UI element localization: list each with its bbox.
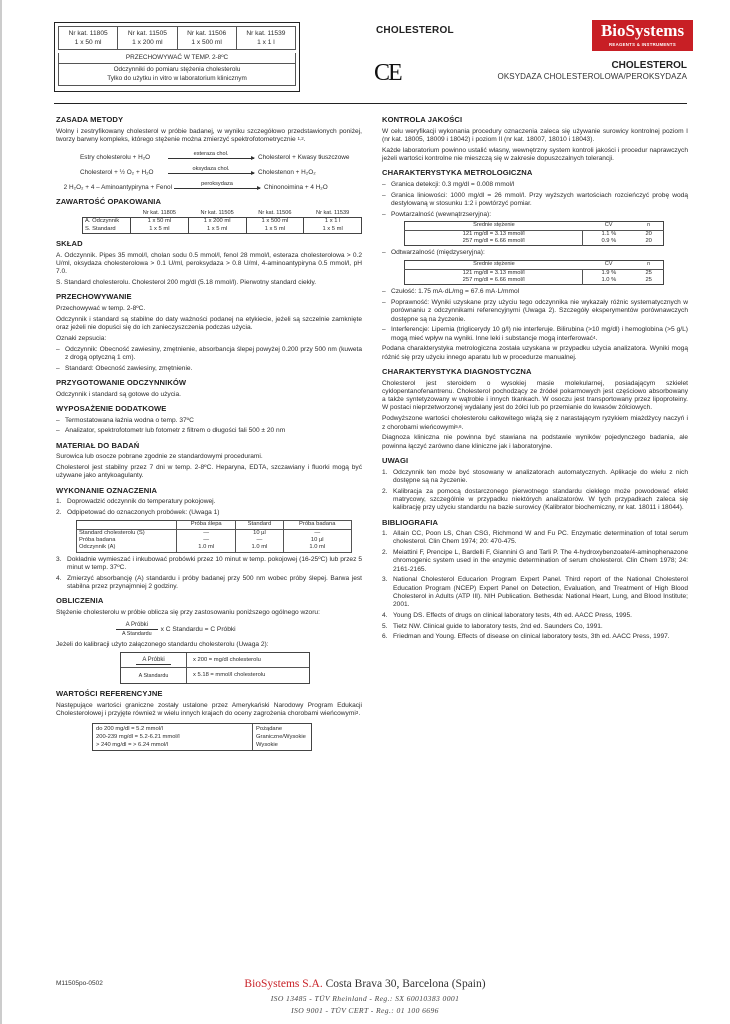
cell: 1 x 200 ml (203, 218, 231, 225)
list-item: – Granica detekcji: 0.3 mg/dl = 0.008 mmol/l (382, 181, 688, 189)
catalog-box (54, 22, 300, 92)
col-header: Nr kat. 11506 (258, 209, 292, 216)
company-address: Costa Brava 30, Barcelona (Spain) (325, 978, 486, 990)
row-label: A. Odczynnik (85, 218, 120, 225)
col-header: Średnie stężenie (473, 261, 515, 268)
samples-text: Cholesterol jest stabilny przez 7 dni w temp. 2-8ºC. Heparyna, EDTA, szczawiany i fluorki mogą być używane jako antykoagulanty. (56, 463, 362, 480)
row-label: Standard cholesterolu (S) (79, 529, 145, 536)
list-item: 2. Odpipetować do oznaczonych probówek: (Uwaga 1) (56, 509, 362, 517)
header-divider (54, 103, 687, 104)
heading-preparation: PRZYGOTOWANIE ODCZYNNIKÓW (56, 378, 187, 388)
cell: Wysokie (256, 741, 278, 748)
reference-text: Następujące wartości graniczne zostały ustalone przez Amerykański Narodowy Program Edukacji Cholesterolowej i przyjęte również w wielu innych krajach do oceny zagrożenia chorobami wieńcowymi$^3$. (56, 702, 362, 718)
formula-rest: x C Standardu = C Próbki (160, 625, 236, 633)
principle-text: Wolny i zestryfikowany cholesterol w próbie badanej, w wyniku szczegółowo przedstawionych poniżej, tworzy barwny kompleks, którego stężenie można zmierzyć spektrofotometrycznie $^{1,2}$. (56, 127, 362, 143)
qc-text: W celu weryfikacji wykonania procedury oznaczenia zaleca się używanie surowicy kontrolnej poziom I (nr kat. 18005, 18009 i 18042) i poziom II (nr kat. 18007, 18010 i 18043). (382, 127, 688, 143)
metro-list (382, 181, 688, 219)
fraction-cell (121, 653, 187, 667)
reaction-1 (80, 147, 362, 162)
cat-label: Nr kat. 11505 (127, 30, 167, 37)
products: Cholesterol + Kwasy tłuszczowe (258, 154, 350, 162)
storage-text: Oznaki zepsucia: (56, 334, 107, 342)
cell: Pożądane (256, 725, 283, 732)
storage-text: Przechowywać w temp. 2-8ºC. (56, 304, 146, 312)
cell: — (203, 536, 210, 543)
table-row (83, 218, 362, 234)
table-row (405, 269, 664, 285)
list-item: – Interferencje: Lipemia (triglicerydy 10 g/l) nie interferuje. Bilirubina (>10 mg/dl) i hemoglobina (>5 g/L) mogą mieć wpływ na wyniki. Inne leki i substancje mogą interferować$^4$. (382, 326, 688, 343)
reactants: Estry cholesterolu + H₂O (80, 154, 151, 162)
cell: 10 µl (253, 529, 266, 536)
fraction (133, 672, 175, 680)
list-item: 2. Meiattini F, Prencipe L, Bardelli F, Giannini G and Tarli P. The 4-hydroxybenzoate/4-aminophenazone chromogenic system used in the enzymic determination of serum cholesterol. Clin Chem 1978; 24: 2161-2165. (382, 549, 688, 574)
list-item: – Czułość: 1.75 mA·dL/mg = 67.6 mA·L/mmol (382, 288, 688, 296)
cell: 1.9 % (601, 269, 617, 276)
reactions (63, 147, 362, 192)
heading-principle: ZASADA METODY (56, 115, 124, 124)
cell: 25 (645, 269, 652, 276)
col-header: Średnie stężenie (473, 222, 515, 229)
heading-notes: UWAGI (382, 456, 409, 466)
cat-label: Nr kat. 11805 (68, 30, 108, 37)
cell: — (203, 529, 210, 536)
list-item: 2. Kalibracja za pomocą dostarczonego pierwotnego standardu ciekłego może powodować efekt matrycowy, szczególnie w przypadku niektórych analizatorów. W tych przypadkach zaleca się kalibrację przy użyciu standardu na bazie surowicy (Kalibrator biochemiczny, nr kat. 18011 i 18044). (382, 488, 688, 513)
purpose-line: Odczynniki do pomiaru stężenia cholesterolu (113, 66, 241, 73)
ref-sup: 5,6 (455, 423, 462, 429)
col-header: Nr kat. 11805 (142, 209, 176, 216)
reproducibility-table (404, 260, 664, 285)
list-item: 3. National Cholesterol Educarion Program Expert Panel. Third report of the National Cholesterol Education Program (NCEP) Expert Panel on Detection, Evaluation, and Treatment of High Blood Cholesterol in Adults (ATP III). NIH Publication. Bethesda: National Heart, Lung, and Blood Institute; 2001. (382, 576, 688, 609)
catalog-numbers (58, 26, 296, 50)
col-header: CV (604, 261, 613, 268)
list-item: – Poprawność: Wyniki uzyskane przy użyciu tego odczynnika nie wykazały różnic systematycznych w porównaniu z odczynnikami referencyjnymi (Uwaga 2). Szczegóły eksperymentów porównawczych dostępne są na życzenie. (382, 299, 688, 324)
enzyme-label: peroksydaza (201, 181, 233, 188)
interference-text: Interferencje: Lipemia (triglicerydy 10 g/l) nie interferuje. Bilirubina (>10 mg/dl) i hemoglobina (>5 g/L) mogą mieć wpływ na wyniki. Inne leki i substancje mogą interferować (391, 326, 688, 342)
table-row (77, 529, 352, 552)
heading-storage: PRZECHOWYWANIE (56, 292, 132, 302)
fraction-cell (121, 668, 187, 683)
numerator: A Próbki (136, 656, 170, 665)
footer-company (0, 977, 730, 991)
cell: 1 x 5 ml (149, 225, 170, 232)
cell: 121 mg/dl = 3.13 mmol/l (462, 269, 525, 276)
diag-body: Podwyższone wartości cholesterolu całkowitego wiążą się z narastającym ryzykiem miażdżycy naczyń i z chorobami wieńcowymi (382, 415, 688, 431)
scan-edge (0, 0, 2, 1024)
cell: 1.0 % (601, 276, 617, 283)
list-item: – Standard: Obecność zawiesiny, zmętnienie. (56, 365, 362, 373)
heading-calculations: OBLICZENIA (56, 596, 104, 606)
samples-text: Surowica lub osocze pobrane zgodnie ze standardowymi procedurami. (56, 453, 263, 461)
formula-result: x 5.18 = mmol/l cholesterolu (193, 672, 266, 679)
cat-label: Nr kat. 11539 (246, 30, 286, 37)
cell: 1.0 ml (251, 544, 268, 551)
heading-reference: WARTOŚCI REFERENCYJNE (56, 689, 163, 699)
ce-mark-icon: CE (374, 60, 401, 86)
heading-metrological: CHARAKTERYSTYKA METROLOGICZNA (382, 168, 533, 178)
metro-list-2 (382, 249, 688, 257)
biosystems-logo (592, 20, 693, 51)
purpose-line: Tylko do użytku in vitro w laboratorium klinicznym (107, 74, 247, 82)
formula-row (121, 668, 309, 683)
spoilage-list (56, 346, 362, 373)
enzyme-label: esteraza chol. (193, 151, 229, 158)
metro-list-3 (382, 288, 688, 343)
catalog-cell (237, 27, 295, 49)
list-item: 1. Odczynnik ten może być stosowany w analizatorach automatycznych. Aplikacje do wielu z nich dostępne są na życzenie. (382, 469, 688, 486)
cell: — (314, 529, 321, 536)
cell: 200-239 mg/dl = 5.2-6.21 mmol/l (96, 733, 180, 740)
list-item: – Analizator, spektrofotometr lub fotometr z filtrem o długości fali 500 ± 20 nm (56, 427, 362, 435)
cell: 10 µl (310, 536, 324, 543)
col-header: CV (604, 222, 613, 229)
storage-text: Odczynnik i standard są stabilne do daty ważności podanej na etykiecie, jeżeli są szczelnie zamknięte oraz jeżeli nie dopuści się do ich zanieczyszczenia podczas użycia. (56, 315, 362, 332)
cell: 20 (645, 230, 652, 237)
footer-iso-2: ISO 9001 - TÜV CERT - Reg.: 01 100 6696 (291, 1006, 439, 1015)
cat-volume: 1 x 500 ml (191, 39, 222, 46)
product-name: CHOLESTEROL (376, 25, 454, 36)
principle-body: Wolny i zestryfikowany cholesterol w próbie badanej, w wyniku szczegółowo przedstawionych poniżej, tworzy barwny kompleks, którego stężenie można zmierzyć spektrofotometrycznie (56, 127, 362, 143)
cell: 1 x 5 ml (264, 225, 286, 232)
company-name: BioSystems S.A. (244, 978, 323, 990)
heading-diagnostic: CHARAKTERYSTYKA DIAGNOSTYCZNA (382, 366, 532, 376)
col-header: Nr kat. 11539 (316, 209, 350, 216)
table-row (405, 230, 664, 246)
heading-bibliography: BIBLIOGRAFIA (382, 517, 439, 527)
fraction (136, 656, 170, 665)
cell: > 240 mg/dl = > 6.24 mmol/l (96, 741, 169, 748)
col-header: Próba ślepa (177, 521, 236, 529)
metro-note: Podana charakterystyka metrologiczna została uzyskana w przypadku użycia analizatora. Wyniki mogą różnić się przy użyciu innego aparatu lub w procedurze manualnej. (382, 345, 688, 361)
formula-result: x 200 = mg/dl cholesterolu (193, 656, 261, 663)
arrow-icon (174, 188, 260, 189)
cell: Graniczne/Wysokie (256, 733, 306, 740)
cell: 1 x 500 ml (261, 218, 289, 225)
composition-s: S. Standard cholesterolu. Cholesterol 200 mg/dl (5.18 mmol/l). Pierwotny standard ciekły. (56, 278, 317, 286)
enzyme-label: oksydaza chol. (192, 166, 230, 173)
cell: 257 mg/dl = 6.66 mmol/l (462, 238, 525, 245)
col-header: Nr kat. 11505 (200, 209, 234, 216)
list-item: 4. Young DS. Effects of drugs on clinical laboratory tests, 4th ed. AACC Press, 1995. (382, 612, 688, 620)
list-item: 1. Doprowadzić odczynnik do temperatury pokojowej. (56, 498, 362, 506)
page-title: CHOLESTEROL (611, 60, 687, 71)
cell: 20 (645, 238, 652, 245)
cat-volume: 1 x 1 l (257, 39, 275, 46)
heading-quality-control: KONTROLA JAKOŚCI (382, 115, 463, 124)
cell: 25 (645, 276, 652, 283)
cat-volume: 1 x 50 ml (74, 39, 102, 46)
bibliography-list (382, 530, 688, 642)
ref-sup: 1,2 (297, 135, 304, 141)
reaction-2 (80, 162, 362, 177)
diag-text: Podwyższone wartości cholesterolu całkowitego wiążą się z narastającym ryzykiem miażdżycy naczyń i z chorobami wieńcowymi$^{5,6}$. (382, 415, 688, 431)
catalog-cell (118, 27, 177, 49)
col-header: n (647, 261, 651, 268)
page-subtitle: OKSYDAZA CHOLESTEROLOWA/PEROKSYDAZA (497, 72, 687, 81)
procedure-table (76, 520, 352, 553)
row-label: Próba badana (79, 536, 116, 543)
document-code: M11505po-0502 (56, 980, 103, 987)
calc-text-2: Jeżeli do kalibracji użyto załączonego standardu cholesterolu (Uwaga 2): (56, 641, 269, 649)
cell: — (256, 536, 263, 543)
qc-text: Każde laboratorium powinno ustalić własny, wewnętrzny system kontroli jakości i procedur naprawczych jeżeli wartości kontrolne nie mieszczą się w zakresie dopuszczalnych tolerancji. (382, 146, 688, 163)
logo-name: BioSystems (600, 21, 685, 40)
cell: 1 x 50 ml (147, 218, 172, 225)
products: Chinonoimina + 4 H₂O (264, 184, 328, 192)
ref-labels (253, 724, 311, 750)
list-item: – Granica liniowości: 1000 mg/dl = 26 mmol/l. Przy wyższych wartościach rozcieńczyć probę wodą destylowaną w stosunku 1:2 i powtórzyć pomiar. (382, 192, 688, 209)
cell: do 200 mg/dl = 5.2 mmol/l (96, 725, 163, 732)
list-item: 4. Zmierzyć absorbancję (A) standardu i próby badanej przy 500 nm wobec próby ślepej. Barwa jest stabilna przez przynajmniej 2 godziny. (56, 575, 362, 592)
heading-samples: MATERIAŁ DO BADAŃ (56, 440, 140, 450)
list-item: 5. Tietz NW. Clinical guide to laboratory tests, 2nd ed. Saunders Co, 1991. (382, 623, 688, 631)
numerator: A Próbki (116, 621, 158, 630)
composition-a: A. Odczynnik. Pipes 35 mmol/l, cholan sodu 0.5 mmol/l, fenol 28 mmol/l, esteraza cholesterolowa > 0.2 U/ml, oksydaza cholesterolowa > 0.1 U/ml, peroksydaza > 0.8 U/ml, 4-aminoantypiryna 0.5 mmol/l, pH 7.0. (56, 251, 362, 276)
right-column (382, 115, 688, 644)
list-item: – Odtwarzalność (międzyseryjna): (382, 249, 688, 257)
calc-text: Stężenie cholesterolu w próbie oblicza się przy zastosowaniu poniższego ogólnego wzoru: (56, 608, 320, 616)
col-header: Próba badana (283, 521, 351, 529)
reference-table (92, 723, 312, 751)
products: Cholestenon + H₂O₂ (258, 169, 316, 177)
denominator: A Standardu (138, 672, 169, 679)
arrow-icon (168, 158, 254, 159)
heading-packaging: ZAWARTOŚĆ OPAKOWANIA (56, 197, 162, 207)
list-item: 1. Allain CC, Poon LS, Chan CSG, Richmond W and Fu PC. Enzymatic determination of total serum cholesterol. Clin Chem 1974; 20: 470-475. (382, 530, 688, 547)
preparation-text: Odczynnik i standard są gotowe do użycia. (56, 390, 181, 398)
notes-list (382, 469, 688, 513)
repeatability-table (404, 221, 664, 246)
formula-box (120, 652, 310, 684)
ref-sup: 3 (355, 710, 359, 716)
reaction-arrow (168, 166, 254, 177)
cat-label: Nr kat. 11506 (187, 30, 227, 37)
reference-body: Następujące wartości graniczne zostały ustalone przez Amerykański Narodowy Program Edukacji Cholesterolowej i przyjęte również w wielu innych krajach do oceny zagrożenia chorobami wieńcowymi (56, 702, 362, 718)
denominator: A Standardu (122, 631, 152, 638)
cell: 1 x 5 ml (322, 225, 343, 232)
list-item: – Termostatowana łaźnia wodna o temp. 37ºC (56, 417, 362, 425)
reaction-3 (63, 177, 362, 192)
procedure-list (56, 498, 362, 517)
col-header: n (647, 222, 651, 229)
ref-sup: 4 (592, 334, 596, 340)
diag-text: Diagnoza kliniczna nie powinna być stawiana na podstawie wyników pojedynczego badania, ale powinna łączyć zarówno dane kliniczne jak i laboratoryjne. (382, 434, 688, 450)
reactants: Cholesterol + ½ O₂ + H₂O (80, 169, 154, 177)
footer-iso-1: ISO 13485 - TÜV Rheinland - Reg.: SX 60010383 0001 (270, 994, 460, 1003)
arrow-icon (168, 173, 254, 174)
heading-equipment: WYPOSAŻENIE DODATKOWE (56, 403, 167, 413)
list-item: 3. Dokładnie wymieszać i inkubować probówki przez 10 minut w temp. pokojowej (16-25ºC) lub przez 5 minut w temp. 37ºC. (56, 556, 362, 573)
fraction (116, 621, 158, 638)
purpose-box (58, 64, 296, 86)
general-formula (116, 621, 362, 638)
heading-composition: SKŁAD (56, 238, 83, 248)
cell: 1.0 ml (198, 544, 215, 551)
list-item: – Odczynnik: Obecność zawiesiny, zmętnienie, absorbancja ślepej powyżej 0.200 przy 500 nm (kuweta z drogą optyczną 1 cm). (56, 346, 362, 363)
reaction-arrow (174, 181, 260, 192)
catalog-cell (178, 27, 237, 49)
cell: 1.1 % (601, 230, 617, 237)
cell: 1 x 5 ml (206, 225, 228, 232)
diag-text: Cholesterol jest steroidem o wysokiej masie molekularnej, posiadającym szkielet cyklopentanofenantrenu. Cholesterol pochodzący ze źródeł pokarmowych jest częściowo absorbowany a także syntetyzowany w wątrobie i innych tkankach. W osoczu jest transportowany przez lipoproteiny. W postaci nieprzetworzonej wydalany jest do żółci lub po przemianie do kwasów żółciowych. (382, 379, 688, 412)
list-item: – Powtarzalność (wewnątrzseryjna): (382, 211, 688, 219)
reactants: 2 H₂O₂ + 4 – Aminoantypiryna + Fenol (63, 184, 172, 192)
row-label: Odczynnik (A) (79, 544, 116, 551)
cell: 1.0 ml (309, 544, 326, 551)
cell: 121 mg/dl = 3.13 mmol/l (462, 230, 525, 237)
packaging-table (82, 210, 362, 234)
row-label: S. Standard (85, 225, 116, 232)
cell: 0.9 % (601, 238, 617, 245)
left-column (56, 115, 362, 751)
cat-volume: 1 x 200 ml (132, 39, 163, 46)
list-item: 6. Friedman and Young. Effects of disease on clinical laboratory tests, 3th ed. AACC Press, 1997. (382, 633, 688, 641)
procedure-list-2 (56, 556, 362, 592)
col-header: Standard (236, 521, 283, 529)
equipment-list (56, 417, 362, 436)
formula-row (121, 653, 309, 668)
ref-values (93, 724, 253, 750)
reaction-arrow (168, 151, 254, 162)
cell: 257 mg/dl = 6.66 mmol/l (462, 276, 525, 283)
storage-line: PRZECHOWYWAĆ W TEMP. 2-8ºC (58, 53, 296, 64)
cell: 1 x 1 l (324, 218, 341, 225)
logo-tagline: REAGENTS & INSTRUMENTS (609, 42, 676, 47)
catalog-cell (59, 27, 118, 49)
heading-procedure: WYKONANIE OZNACZENIA (56, 485, 158, 495)
